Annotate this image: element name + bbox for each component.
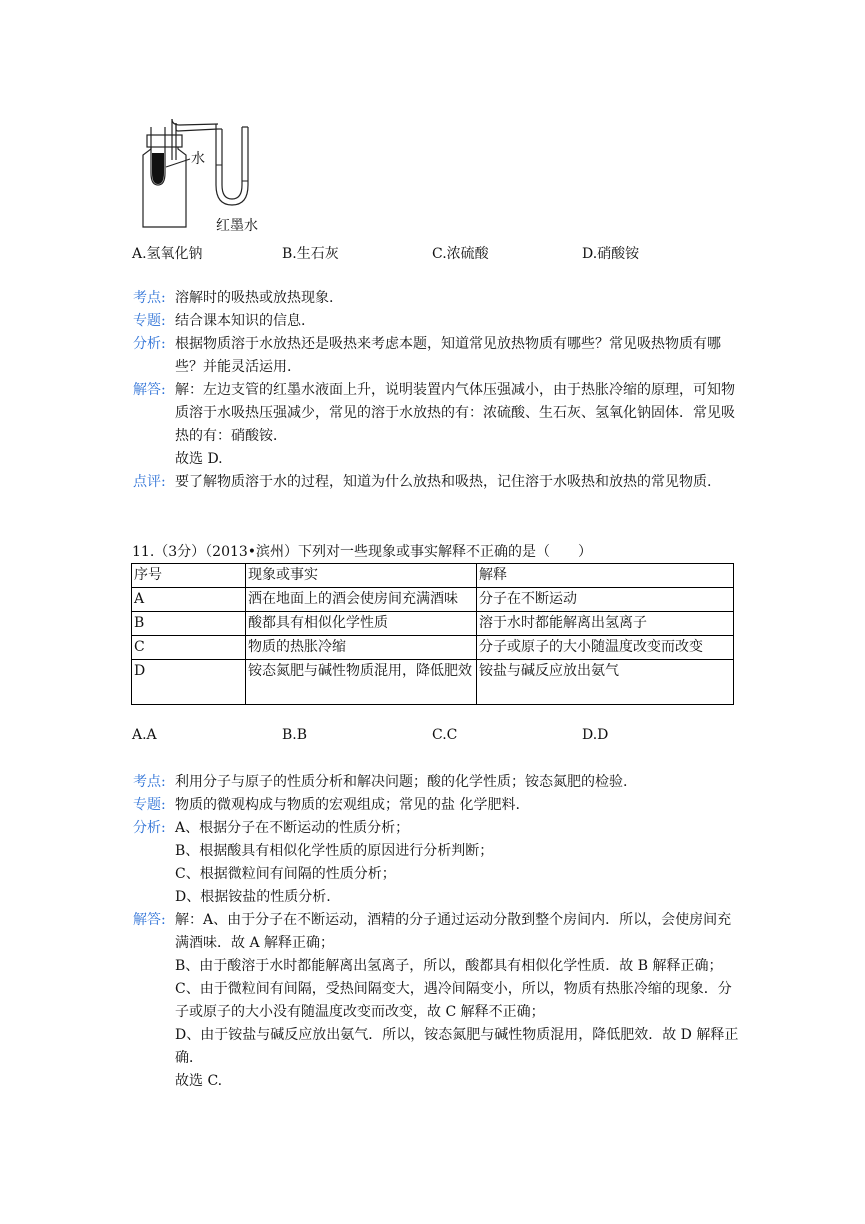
fenxi-label: 分析:: [133, 336, 166, 352]
kaodian-text: 利用分子与原子的性质分析和解决问题；酸的化学性质；铵态氮肥的检验.: [175, 774, 628, 790]
q10-option-a: A.氢氧化钠: [132, 246, 203, 262]
fenxi-line: C、根据微粒间有间隔的性质分析；: [175, 866, 396, 882]
jieda-line: B、由于酸溶于水时都能解离出氢离子，所以，酸都具有相似化学性质．故 B 解释正确；: [175, 958, 723, 974]
kaodian-label: 考点:: [133, 290, 166, 306]
kaodian-text: 溶解时的吸热或放热现象.: [175, 290, 334, 306]
jieda-line: C、由于微粒间有间隔，受热间隔变大，遇冷间隔变小，所以，物质有热胀冷缩的现象．分子或原子的大小没有随温度改变而改变，故 C 解释不正确；: [175, 981, 732, 1020]
table-header-row: [132, 564, 734, 588]
kaodian-label: 考点:: [133, 774, 166, 790]
q11-option-a: A.A: [132, 727, 157, 743]
table-row: [132, 588, 734, 612]
fenxi-line: B、根据酸具有相似化学性质的原因进行分析判断；: [175, 843, 494, 859]
ink-label: 红墨水: [216, 218, 258, 234]
zhuanti-text: 物质的微观构成与物质的宏观组成；常见的盐 化学肥料.: [175, 797, 520, 813]
table-header: 解释: [477, 564, 734, 588]
jieda-label: 解答:: [133, 912, 166, 928]
jieda-text: 解：左边支管的红墨水液面上升，说明装置内气体压强减小，由于热胀冷缩的原理，可知物质溶于水吸热压强减少，常见的溶于水放热的有：浓硫酸、生石灰、氢氧化钠固体．常见吸热的有：硝酸铵．: [175, 382, 735, 444]
jieda-line: 解：A、由于分子在不断运动，酒精的分子通过运动分散到整个房间内．所以，会使房间充满酒味．故 A 解释正确；: [175, 912, 732, 951]
fenxi-text: 根据物质溶于水放热还是吸热来考虑本题，知道常见放热物质有哪些？常见吸热物质有哪些？并能灵活运用.: [175, 336, 721, 375]
q11-option-b: B.B: [282, 727, 308, 743]
jieda-line: D、由于铵盐与碱反应放出氨气．所以，铵态氮肥与碱性物质混用，降低肥效．故 D 解释正确．: [175, 1027, 739, 1066]
fenxi-line: A、根据分子在不断运动的性质分析；: [175, 820, 410, 836]
table-cell: C: [132, 636, 246, 660]
table-header: 序号: [132, 564, 246, 588]
table-cell: 洒在地面上的酒会使房间充满酒味: [246, 588, 477, 612]
q11-analysis: [133, 771, 743, 1093]
q11-option-d: D.D: [582, 727, 609, 743]
table-cell: 分子或原子的大小随温度改变而改变: [477, 636, 734, 660]
dianping-text: 要了解物质溶于水的过程，知道为什么放热和吸热，记住溶于水吸热和放热的常见物质.: [175, 474, 712, 490]
q10-option-b: B.生石灰: [282, 246, 339, 262]
table-cell: 分子在不断运动: [477, 588, 734, 612]
jieda-end: 故选 D.: [175, 451, 223, 467]
q11-table: [131, 563, 734, 705]
table-row: [132, 612, 734, 636]
table-cell: 酸都具有相似化学性质: [246, 612, 477, 636]
table-row: [132, 636, 734, 660]
q11-stem: 11.（3分）（2013•滨州）下列对一些现象或事实解释不正确的是（ ）: [132, 544, 593, 560]
table-cell: A: [132, 588, 246, 612]
q10-option-c: C.浓硫酸: [432, 246, 489, 262]
q10-analysis: [133, 287, 743, 494]
zhuanti-label: 专题:: [133, 313, 166, 329]
table-cell: 溶于水时都能解离出氢离子: [477, 612, 734, 636]
table-cell: 物质的热胀冷缩: [246, 636, 477, 660]
jieda-label: 解答:: [133, 382, 166, 398]
water-label: 水: [191, 151, 205, 167]
table-cell: 铵盐与碱反应放出氨气: [477, 660, 734, 705]
q11-option-c: C.C: [432, 727, 458, 743]
q10-option-d: D.硝酸铵: [582, 246, 640, 262]
fenxi-line: D、根据铵盐的性质分析.: [175, 889, 331, 905]
jieda-line: 故选 C.: [175, 1073, 223, 1089]
fenxi-label: 分析:: [133, 820, 166, 836]
table-cell: 铵态氮肥与碱性物质混用，降低肥效: [246, 660, 477, 705]
zhuanti-text: 结合课本知识的信息.: [175, 313, 306, 329]
dianping-label: 点评:: [133, 474, 166, 490]
table-row: [132, 660, 734, 705]
table-cell: B: [132, 612, 246, 636]
table-header: 现象或事实: [246, 564, 477, 588]
zhuanti-label: 专题:: [133, 797, 166, 813]
table-cell: D: [132, 660, 246, 705]
